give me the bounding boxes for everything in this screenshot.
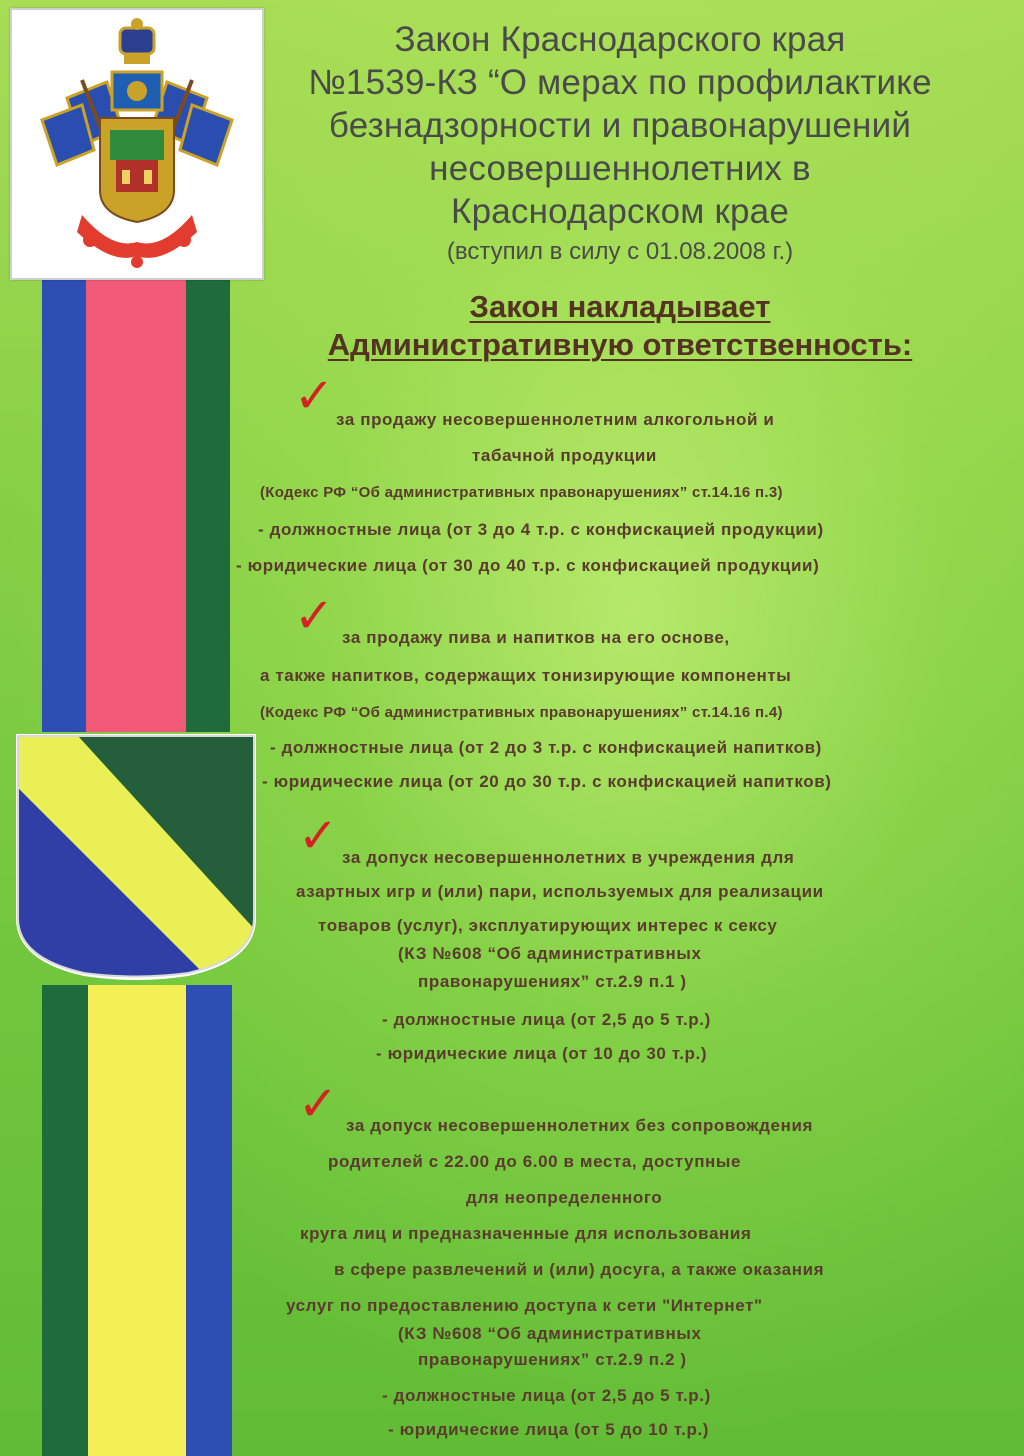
check-mark-icon: ✓ bbox=[294, 588, 335, 644]
check-mark-icon: ✓ bbox=[294, 368, 335, 424]
section-line: а также напитков, содержащих тонизирующие компоненты bbox=[260, 666, 792, 685]
section-line: за допуск несовершеннолетних без сопровождения bbox=[346, 1116, 814, 1135]
flag-stripe-blue-top bbox=[42, 280, 86, 732]
check-mark-icon: ✓ bbox=[298, 1076, 339, 1132]
penalty-officials: - должностные лица (от 2,5 до 5 т.р.) bbox=[382, 1386, 711, 1405]
krasnodar-coat-of-arms bbox=[10, 8, 264, 280]
penalty-legal-entities: - юридические лица (от 30 до 40 т.р. с конфискацией продукции) bbox=[236, 556, 820, 575]
law-title-line: безнадзорности и правонарушений bbox=[328, 106, 912, 145]
heading-line-2: Административную ответственность: bbox=[327, 327, 913, 362]
section-line: круга лиц и предназначенные для использования bbox=[300, 1224, 752, 1243]
flag-stripe-green-top bbox=[186, 280, 230, 732]
district-shield-emblem bbox=[8, 728, 264, 990]
coat-of-arms-icon bbox=[12, 10, 262, 278]
penalty-officials: - должностные лица (от 2 до 3 т.р. с конфискацией напитков) bbox=[270, 738, 822, 757]
law-title-line: Краснодарском крае bbox=[451, 192, 789, 231]
law-title bbox=[300, 18, 940, 233]
section-reference: правонарушениях” ст.2.9 п.1 ) bbox=[418, 972, 687, 991]
section-line: товаров (услуг), эксплуатирующих интерес к сексу bbox=[318, 916, 778, 935]
check-mark-icon: ✓ bbox=[298, 808, 339, 864]
section-line: в сфере развлечений и (или) досуга, а также оказания bbox=[334, 1260, 825, 1279]
section-reference: (Кодекс РФ “Об административных правонарушениях” ст.14.16 п.3) bbox=[260, 484, 783, 501]
penalty-officials: - должностные лица (от 2,5 до 5 т.р.) bbox=[382, 1010, 711, 1029]
section-line: за продажу несовершеннолетним алкогольной и bbox=[336, 410, 775, 429]
flag-stripe-green-bottom bbox=[42, 985, 88, 1456]
section-line: табачной продукции bbox=[472, 446, 657, 465]
section-line: за допуск несовершеннолетних в учреждения для bbox=[342, 848, 795, 867]
law-title-line: Закон Краснодарского края bbox=[394, 20, 846, 59]
law-title-line: несовершеннолетних в bbox=[429, 149, 811, 188]
flag-stripe-red-top bbox=[86, 280, 186, 732]
flag-stripe-blue-bottom bbox=[186, 985, 232, 1456]
section-reference: (Кодекс РФ “Об административных правонарушениях” ст.14.16 п.4) bbox=[260, 704, 783, 721]
section-line: услуг по предоставлению доступа к сети "Интернет" bbox=[286, 1296, 763, 1315]
section-line: родителей с 22.00 до 6.00 в места, доступные bbox=[328, 1152, 742, 1171]
section-line: за продажу пива и напитков на его основе, bbox=[342, 628, 730, 647]
flag-stripe-yellow-bottom bbox=[88, 985, 186, 1456]
effective-date: (вступил в силу с 01.08.2008 г.) bbox=[446, 238, 794, 265]
shield-icon bbox=[8, 728, 264, 990]
law-title-line: №1539-КЗ “О мерах по профилактике bbox=[308, 63, 932, 102]
section-reference: (КЗ №608 “Об административных bbox=[398, 1324, 702, 1343]
heading-line-1: Закон накладывает bbox=[469, 289, 771, 324]
section-line: для неопределенного bbox=[466, 1188, 663, 1207]
penalty-officials: - должностные лица (от 3 до 4 т.р. с конфискацией продукции) bbox=[258, 520, 824, 539]
section-reference: правонарушениях” ст.2.9 п.2 ) bbox=[418, 1350, 687, 1369]
section-reference: (КЗ №608 “Об административных bbox=[398, 944, 702, 963]
penalty-legal-entities: - юридические лица (от 10 до 30 т.р.) bbox=[376, 1044, 708, 1063]
section-line: азартных игр и (или) пари, используемых для реализации bbox=[296, 882, 824, 901]
responsibility-heading bbox=[240, 288, 1000, 364]
penalty-legal-entities: - юридические лица (от 5 до 10 т.р.) bbox=[388, 1420, 710, 1439]
penalty-legal-entities: - юридические лица (от 20 до 30 т.р. с конфискацией напитков) bbox=[262, 772, 832, 791]
